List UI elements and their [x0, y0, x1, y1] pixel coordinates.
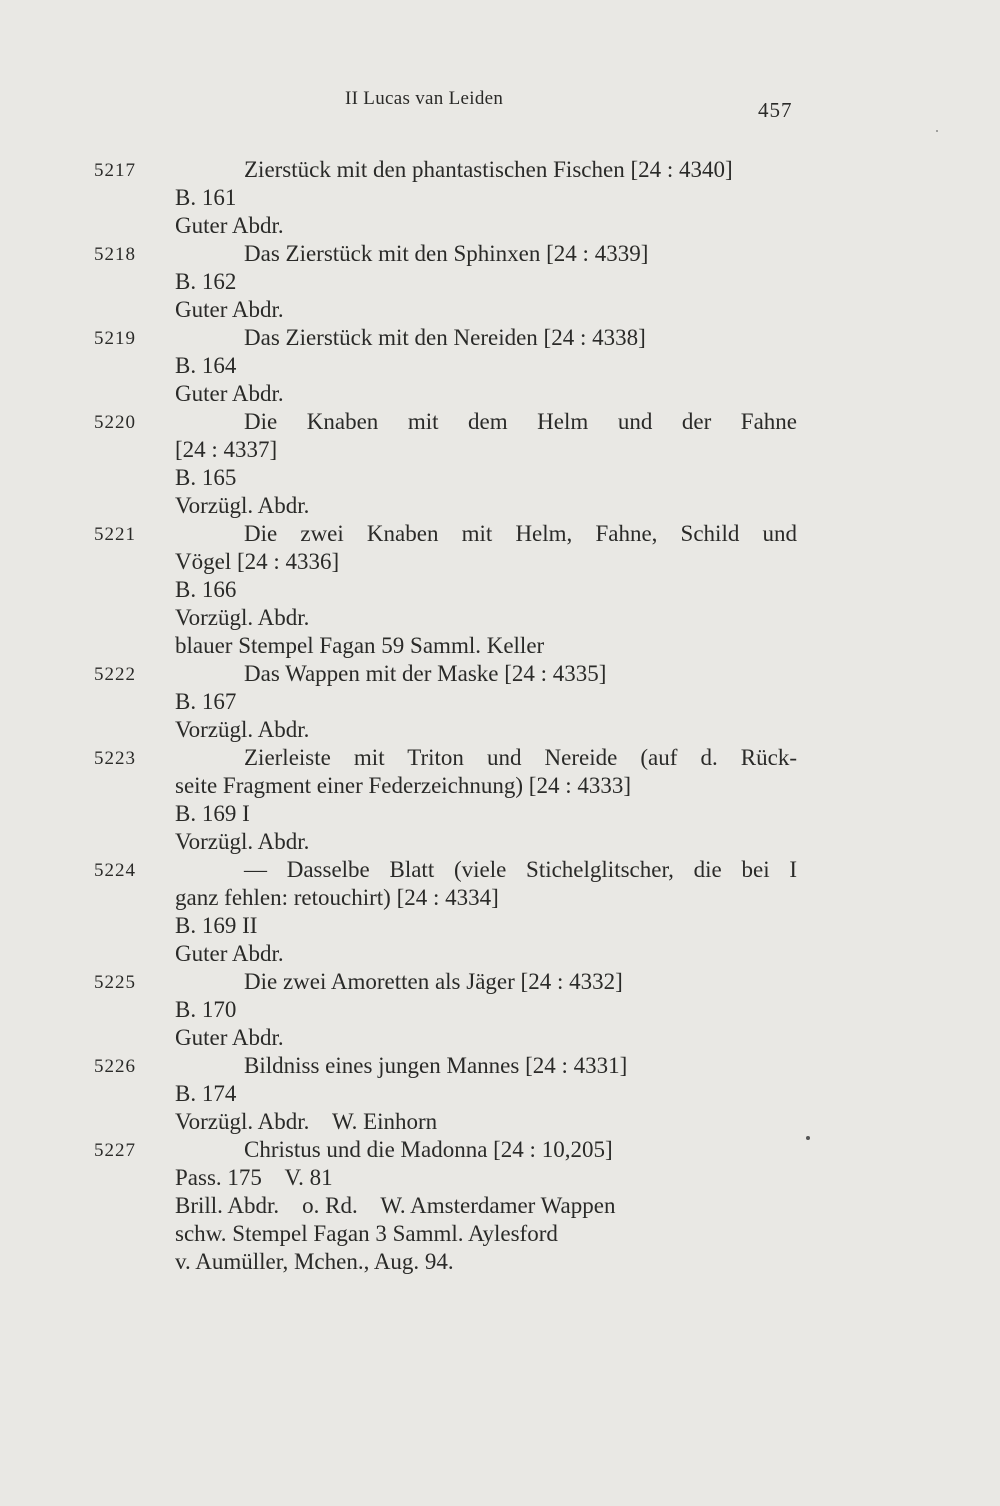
entry-number: 5227 — [94, 1140, 136, 1161]
entry-number: 5219 — [94, 328, 136, 349]
entry-line: Brill. Abdr. o. Rd. W. Amsterdamer Wappen — [175, 1193, 616, 1218]
entry-line: Guter Abdr. — [175, 297, 284, 322]
entry-number: 5222 — [94, 664, 136, 685]
paper-speck — [806, 1136, 810, 1140]
entry-title: Die zwei Amoretten als Jäger [24 : 4332] — [244, 969, 623, 994]
entry-line: schw. Stempel Fagan 3 Samml. Aylesford — [175, 1221, 558, 1246]
catalogue-entry — [0, 1052, 1000, 1136]
running-head: II Lucas van Leiden — [345, 88, 504, 109]
catalogue-entry — [0, 520, 1000, 660]
entry-line: B. 169 II — [175, 913, 258, 938]
entry-title: Das Zierstück mit den Sphinxen [24 : 4339] — [244, 241, 649, 266]
entry-line: B. 166 — [175, 577, 237, 602]
entry-line: Guter Abdr. — [175, 213, 284, 238]
entry-line: Vorzügl. Abdr. — [175, 493, 310, 518]
paper-speck — [936, 130, 938, 132]
entry-line: B. 174 — [175, 1081, 237, 1106]
entry-number: 5223 — [94, 748, 136, 769]
entry-line: B. 164 — [175, 353, 237, 378]
entry-title: Das Zierstück mit den Nereiden [24 : 4338] — [244, 325, 646, 350]
entry-title: Das Wappen mit der Maske [24 : 4335] — [244, 661, 607, 686]
entry-number: 5224 — [94, 860, 136, 881]
page-number: 457 — [758, 98, 793, 122]
entry-line: Guter Abdr. — [175, 941, 284, 966]
entry-number: 5218 — [94, 244, 136, 265]
entry-title-continuation: ganz fehlen: retouchirt) [24 : 4334] — [175, 885, 499, 910]
entry-title: — Dasselbe Blatt (viele Stichelglitscher, die bei I — [244, 857, 797, 882]
catalogue-entry — [0, 156, 1000, 240]
catalogue-entry — [0, 660, 1000, 744]
entry-line: Guter Abdr. — [175, 381, 284, 406]
catalogue-entry — [0, 1136, 1000, 1276]
entry-number: 5220 — [94, 412, 136, 433]
entry-title: Christus und die Madonna [24 : 10,205] — [244, 1137, 613, 1162]
entry-line: Vorzügl. Abdr. W. Einhorn — [175, 1109, 438, 1134]
entry-title: Bildniss eines jungen Mannes [24 : 4331] — [244, 1053, 628, 1078]
catalogue-entry — [0, 856, 1000, 968]
catalogue-entry — [0, 744, 1000, 856]
entry-line: B. 162 — [175, 269, 237, 294]
entry-number: 5217 — [94, 160, 136, 181]
entry-line: Vorzügl. Abdr. — [175, 605, 310, 630]
entry-title-continuation: [24 : 4337] — [175, 437, 278, 462]
entry-line: v. Aumüller, Mchen., Aug. 94. — [175, 1249, 454, 1274]
entry-line: B. 170 — [175, 997, 237, 1022]
entry-line: Guter Abdr. — [175, 1025, 284, 1050]
entry-line: B. 169 I — [175, 801, 250, 826]
entry-title-continuation: Vögel [24 : 4336] — [175, 549, 340, 574]
entry-number: 5221 — [94, 524, 136, 545]
entry-title: Die zwei Knaben mit Helm, Fahne, Schild und — [244, 521, 797, 546]
catalogue-entries — [0, 156, 1000, 1276]
entry-title: Zierstück mit den phantastischen Fischen [24 : 4340] — [244, 157, 733, 182]
entry-title: Die Knaben mit dem Helm und der Fahne — [244, 409, 797, 434]
entry-line: Pass. 175 V. 81 — [175, 1165, 333, 1190]
entry-line: Vorzügl. Abdr. — [175, 829, 310, 854]
entry-line: B. 165 — [175, 465, 237, 490]
catalogue-entry — [0, 240, 1000, 324]
entry-line: Vorzügl. Abdr. — [175, 717, 310, 742]
entry-line: B. 161 — [175, 185, 237, 210]
entry-line: blauer Stempel Fagan 59 Samml. Keller — [175, 633, 545, 658]
entry-number: 5226 — [94, 1056, 136, 1077]
entry-title: Zierleiste mit Triton und Nereide (auf d. Rück- — [244, 745, 797, 770]
entry-title-continuation: seite Fragment einer Federzeichnung) [24 : 4333] — [175, 773, 632, 798]
entry-line: B. 167 — [175, 689, 237, 714]
catalogue-entry — [0, 968, 1000, 1052]
entry-number: 5225 — [94, 972, 136, 993]
catalogue-entry — [0, 324, 1000, 408]
catalogue-entry — [0, 408, 1000, 520]
